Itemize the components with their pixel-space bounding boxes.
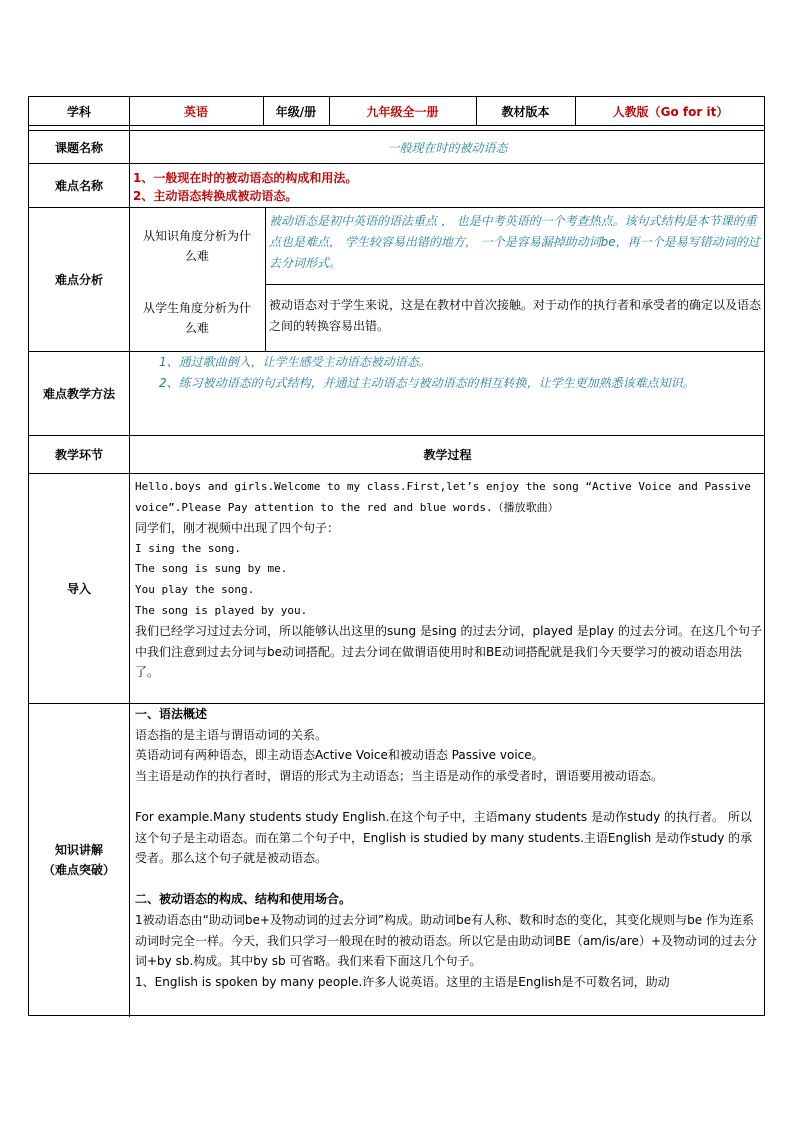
difficulty-list <box>133 169 763 205</box>
knowledge-label <box>29 703 129 1017</box>
knowledge-angle-text: 被动语态是初中英语的语法重点 ， 也是中考英语的一个考查热点。该句式结构是本节课的重点也是难点， 学生较容易出错的地方， 一个是容易漏掉助动词be，再一个是易写错动词的过去分词形式。 <box>269 214 760 270</box>
intro-line: The song is played by you. <box>135 603 308 617</box>
knowledge-content <box>135 704 763 992</box>
grade-value: 九年级全一册 <box>366 104 439 119</box>
section2-text: 1被动语态由“助动词be+及物动词的过去分词”构成。助动词be有人称、数和时态的变化，其变化规则与be 作为连系动词时完全一样。今天，我们只学习一般现在时的被动语态。所以它是由助动词BE（am/is/are）+及物动词的过去分词+by sb.构成。其中by sb 可省略。我们来看下面这几个句子。 <box>135 912 757 969</box>
intro-line: I sing the song. <box>135 541 241 555</box>
stage-header: 教学环节 <box>54 447 103 462</box>
topic-value: 一般现在时的被动语态 <box>387 140 508 155</box>
subject-label: 学科 <box>66 104 91 119</box>
method-label: 难点教学方法 <box>42 386 115 401</box>
student-angle-text: 被动语态对于学生来说，这是在教材中首次接触。对于动作的执行者和承受者的确定以及语态之间的转换容易出错。 <box>269 298 762 333</box>
student-angle-label: 从学生角度分析为什么难 <box>143 300 252 335</box>
row-divider <box>29 163 764 164</box>
example-text: For example.Many students study English.在这个句子中，主语many students 是动作study 的执行者。 所以这个句子是主动语态。而在第二个句子中，English is studied by many students.主语English 是动作study 的承受者。那么这个句子就是被动语态。 <box>135 809 753 866</box>
difficulty-item: 2、主动语态转换成被动语态。 <box>133 189 298 203</box>
intro-line: 同学们，刚才视频中出现了四个句子： <box>135 521 340 536</box>
col-divider <box>265 207 266 351</box>
lesson-plan-table <box>28 96 765 1016</box>
analysis-label: 难点分析 <box>54 272 103 287</box>
section1-line: 当主语是动作的执行者时，谓语的形式为主动语态；当主语是动作的承受者时，谓语要用被动语态。 <box>135 768 664 783</box>
row-divider <box>29 473 764 474</box>
intro-line: 我们已经学习过过去分词，所以能够认出这里的sung 是sing 的过去分词，played 是play 的过去分词。在这几个句子中我们注意到过去分词与be动词搭配。过去分词在做谓语使用时和BE动词搭配就是我们今天要学习的被动语态用法了。 <box>135 624 762 680</box>
difficulty-label: 难点名称 <box>54 178 103 193</box>
intro-line: You play the song. <box>135 582 255 596</box>
row-divider <box>265 284 764 285</box>
intro-label: 导入 <box>66 581 91 596</box>
difficulty-item: 1、一般现在时的被动语态的构成和用法。 <box>133 171 358 185</box>
process-header: 教学过程 <box>423 447 472 462</box>
row-divider <box>29 125 764 126</box>
blank-line <box>135 869 763 890</box>
grade-label: 年级/册 <box>275 104 317 119</box>
section2-example: 1、English is spoken by many people.许多人说英语。这里的主语是English是不可数名词，助动 <box>135 974 670 989</box>
edition-label: 教材版本 <box>501 104 550 119</box>
intro-line: The song is sung by me. <box>135 562 288 576</box>
intro-content <box>135 477 763 683</box>
method-item: 1、通过歌曲倒入，让学生感受主动语态被动语态。 <box>159 355 431 369</box>
topic-label: 课题名称 <box>54 140 103 155</box>
knowledge-label-line: （难点突破） <box>42 863 115 877</box>
section2-title: 二、被动语态的构成、结构和使用场合。 <box>135 892 352 907</box>
intro-line: Hello.boys and girls.Welcome to my class.First,let’s enjoy the song “Active Voice and Passive voice”.Please Pay attention to the red and blue words.（播放歌曲） <box>135 480 751 514</box>
knowledge-angle-label: 从知识角度分析为什么难 <box>143 228 252 263</box>
section1-line: 语态指的是主语与谓语动词的关系。 <box>135 727 328 742</box>
method-list <box>135 352 763 394</box>
edition-value: 人教版（Go for it） <box>612 104 729 119</box>
method-item: 2、练习被动语态的句式结构，并通过主动语态与被动语态的相互转换，让学生更加熟悉该难点知识。 <box>159 376 695 390</box>
knowledge-label-line: 知识讲解 <box>54 843 103 857</box>
section1-line: 英语动词有两种语态，即主动语态Active Voice和被动语态 Passive voice。 <box>135 748 544 763</box>
subject-value: 英语 <box>183 104 208 119</box>
blank-line <box>135 786 763 807</box>
section1-title: 一、语法概述 <box>135 707 208 721</box>
